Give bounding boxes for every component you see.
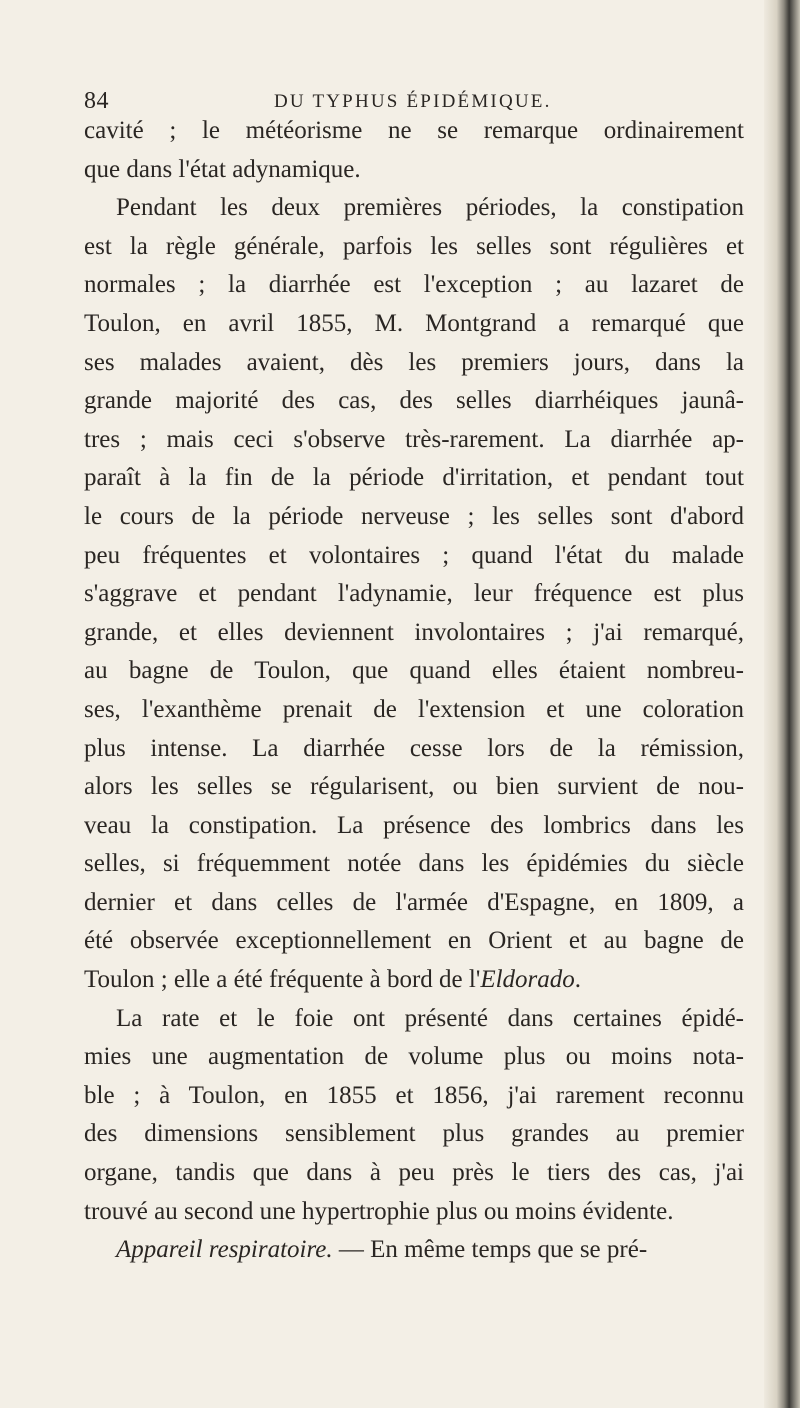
text-line: s'aggrave et pendant l'adynamie, leur fréquence est plus <box>84 580 744 608</box>
ship-name-italic: Eldorado <box>480 966 575 994</box>
text-line: dernier et dans celles de l'armée d'Espagne, en 1809, a <box>84 888 744 916</box>
text-line: Toulon, en avril 1855, M. Montgrand a remarqué que <box>84 309 744 337</box>
text-line: que dans l'état adynamique. <box>84 155 361 183</box>
text-fragment: . <box>574 966 582 994</box>
text-line: ble ; à Toulon, en 1855 et 1856, j'ai rarement reconnu <box>84 1081 744 1109</box>
running-head: DU TYPHUS ÉPIDÉMIQUE. <box>274 91 552 112</box>
text-line: tres ; mais ceci s'observe très-rarement. La diarrhée ap- <box>84 425 744 453</box>
text-line-eldorado <box>84 961 744 1000</box>
page-edge-shadow <box>764 0 800 1408</box>
section-heading-line <box>84 1231 744 1270</box>
text-line: organe, tandis que dans à peu près le tiers des cas, j'ai <box>84 1159 744 1187</box>
page-number: 84 <box>84 88 109 114</box>
text-line: grande majorité des cas, des selles diarrhéiques jaunâ- <box>84 387 744 415</box>
text-line: trouvé au second une hypertrophie plus ou moins évidente. <box>84 1197 674 1225</box>
text-line: cavité ; le météorisme ne se remarque ordinairement <box>84 117 744 144</box>
text-line: alors les selles se régularisent, ou bien survient de nou- <box>84 773 744 801</box>
text-fragment: — En même temps que se pré- <box>332 1236 648 1264</box>
text-line: ses, l'exanthème prenait de l'extension et une coloration <box>84 695 744 723</box>
text-line: été observée exceptionnellement en Orient et au bagne de <box>84 927 744 955</box>
text-line: est la règle générale, parfois les selles sont régulières et <box>84 232 744 260</box>
text-line: au bagne de Toulon, que quand elles étaient nombreu- <box>84 657 744 685</box>
text-line: plus intense. La diarrhée cesse lors de la rémission, <box>84 734 744 762</box>
text-line: peu fréquentes et volontaires ; quand l'état du malade <box>84 541 744 569</box>
text-line: normales ; la diarrhée est l'exception ; au lazaret de <box>84 271 744 299</box>
text-line: selles, si fréquemment notée dans les épidémies du siècle <box>84 850 744 878</box>
section-title-italic: Appareil respiratoire. <box>116 1236 333 1264</box>
text-line: grande, et elles deviennent involontaires ; j'ai remarqué, <box>84 618 744 646</box>
text-line: le cours de la période nerveuse ; les selles sont d'abord <box>84 502 744 530</box>
text-line: paraît à la fin de la période d'irritation, et pendant tout <box>84 464 744 492</box>
text-line: des dimensions sensiblement plus grandes au premier <box>84 1120 744 1148</box>
body-text <box>84 112 744 1270</box>
text-line: ses malades avaient, dès les premiers jours, dans la <box>84 348 744 376</box>
text-fragment: Toulon ; elle a été fréquente à bord de l' <box>84 966 481 994</box>
paragraph-start-line: Pendant les deux premières périodes, la constipation <box>116 194 744 222</box>
text-line: veau la constipation. La présence des lombrics dans les <box>84 811 744 839</box>
paragraph-start-line: La rate et le foie ont présenté dans certaines épidé- <box>116 1004 744 1032</box>
text-line: mies une augmentation de volume plus ou moins nota- <box>84 1043 744 1071</box>
